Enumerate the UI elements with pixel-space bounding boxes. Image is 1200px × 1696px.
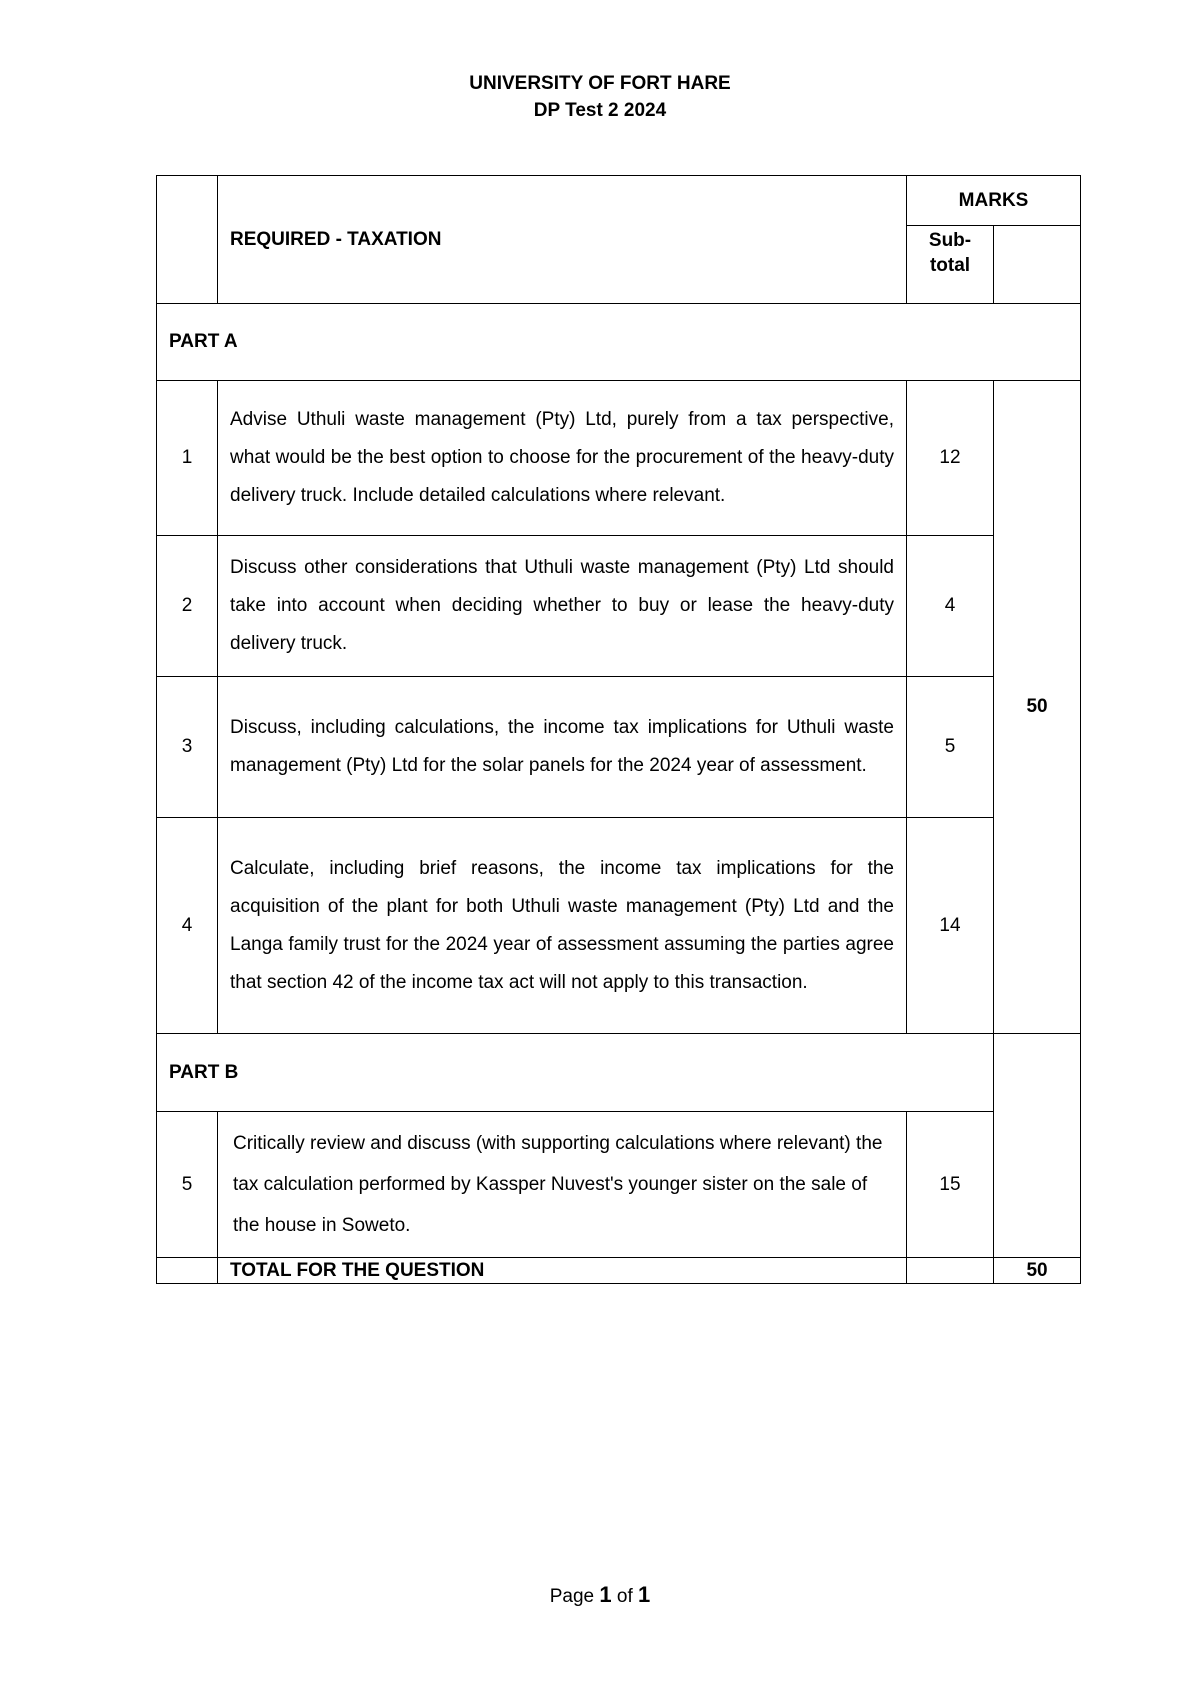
part-a-label: PART A [157,304,1081,381]
question-text: Critically review and discuss (with supporting calculations where relevant) the tax calculation performed by Kassper Nuvest's younger sister on the sale of the house in Soweto. [218,1112,907,1258]
question-text: Discuss, including calculations, the income tax implications for Uthuli waste management (Pty) Ltd for the solar panels for the 2024 year of assessment. [218,677,907,818]
section-total: 50 [994,381,1081,1034]
question-text: Calculate, including brief reasons, the income tax implications for the acquisition of the plant for both Uthuli waste management (Pty) Ltd and the Langa family trust for the 2024 year of assessment assuming the parties agree that section 42 of the income tax act will not apply to this transaction. [218,818,907,1034]
total-label: TOTAL FOR THE QUESTION [218,1258,907,1284]
header-number-cell [157,176,218,304]
total-heading-cell [994,226,1081,304]
section-total-continued [994,1034,1081,1258]
question-marks: 14 [907,818,994,1034]
question-number: 4 [157,818,218,1034]
of-word: of [616,1586,633,1607]
question-number: 1 [157,381,218,536]
document-header [0,70,1200,124]
page-word: Page [549,1586,595,1607]
marks-table [156,175,1081,1284]
question-marks: 12 [907,381,994,536]
question-number: 2 [157,536,218,677]
question-number: 3 [157,677,218,818]
question-text: Advise Uthuli waste management (Pty) Ltd, purely from a tax perspective, what would be the best option to choose for the procurement of the heavy-duty delivery truck. Include detailed calculations where relevant. [218,381,907,536]
total-subtotal-cell [907,1258,994,1284]
total-row [157,1258,1081,1284]
question-marks: 5 [907,677,994,818]
university-title: UNIVERSITY OF FORT HARE [469,73,731,94]
marks-heading: MARKS [907,176,1081,226]
page-footer [0,1582,1200,1608]
table-row [157,381,1081,536]
question-marks: 4 [907,536,994,677]
question-text: Discuss other considerations that Uthuli waste management (Pty) Ltd should take into account when deciding whether to buy or lease the heavy-duty delivery truck. [218,536,907,677]
total-number-cell [157,1258,218,1284]
grand-total: 50 [994,1258,1081,1284]
table-row [157,677,1081,818]
test-title: DP Test 2 2024 [533,100,667,121]
page-number: 1 [599,1582,612,1607]
subtotal-heading: Sub- total [907,226,994,304]
part-b-row [157,1034,1081,1112]
table-row [157,1112,1081,1258]
page-count: 1 [638,1582,651,1607]
part-a-row [157,304,1081,381]
table-row [157,818,1081,1034]
table-header-row [157,176,1081,226]
question-marks: 15 [907,1112,994,1258]
question-number: 5 [157,1112,218,1258]
required-heading: REQUIRED - TAXATION [218,176,907,304]
part-b-label: PART B [157,1034,994,1112]
table-row [157,536,1081,677]
